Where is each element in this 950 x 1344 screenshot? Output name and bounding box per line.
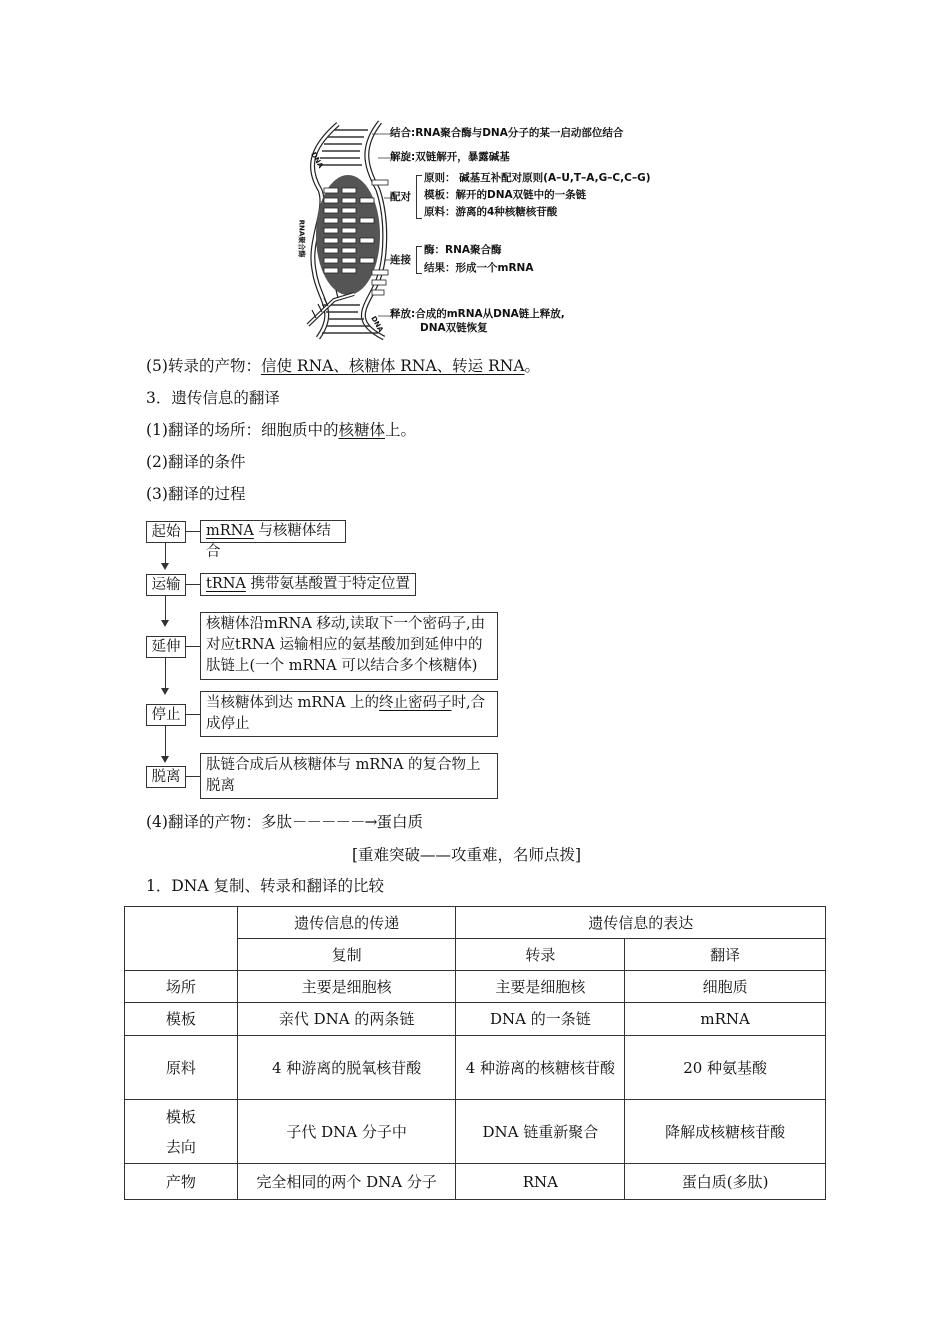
flow-arrow [161,688,169,695]
table-cell: 主要是细胞核 [456,971,625,1003]
comparison-title: 1．DNA 复制、转录和翻译的比较 [146,877,384,895]
flow-desc-elongation: 核糖体沿mRNA 移动,读取下一个密码子,由对应tRNA 运输相应的氨基酸加到延伸中的肽链上(一个 mRNA 可以结合多个核糖体) [200,612,498,680]
annotation-release-1: 释放:合成的mRNA从DNA链上释放, [390,308,565,320]
table-row [125,1164,826,1200]
section-3-title: 3．遗传信息的翻译 [146,389,280,407]
table-cell: mRNA [625,1003,826,1036]
annotation-pair-template: 模板：解开的DNA双链中的一条链 [424,189,587,201]
flow-arrow [161,756,169,763]
table-group-header: 遗传信息的表达 [456,907,826,939]
table-sub-header: 翻译 [625,939,826,971]
flow-arrow [161,563,169,570]
flow-dash [186,646,200,647]
table-sub-header: 复制 [237,939,456,971]
annotation-link-enzyme: 酶：RNA聚合酶 [424,244,502,256]
table-row [125,1100,826,1164]
flow-arrow [161,620,169,627]
flow-dash [186,531,200,532]
comparison-table [124,906,826,1200]
annotation-unwind: 解旋:双链解开，暴露碱基 [390,151,510,163]
label-dna-top: DNA [309,150,325,170]
table-cell: 20 种氨基酸 [625,1036,826,1100]
table-cell: DNA 的一条链 [456,1003,625,1036]
annotation-release-2: DNA双链恢复 [420,322,488,334]
table-group-header: 遗传信息的传递 [237,907,456,939]
table-cell: 4 种游离的核糖核苷酸 [456,1036,625,1100]
translation-place-line: (1)翻译的场所：细胞质中的核糖体上。 [146,421,416,439]
table-cell: 子代 DNA 分子中 [237,1100,456,1164]
flow-step-release: 脱离 [146,766,186,788]
table-sub-header: 转录 [456,939,625,971]
table-corner-cell [125,907,238,971]
transcription-product-value: 信使 RNA、核糖体 RNA、转运 RNA [260,357,525,375]
label-rna-polymerase: RNA聚合酶 [297,219,306,258]
annotation-link-result: 结果：形成一个mRNA [424,262,534,274]
transcription-diagram [298,120,658,342]
table-cell: DNA 链重新聚合 [456,1100,625,1164]
translation-process-line: (3)翻译的过程 [146,485,246,503]
translation-product-line: (4)翻译的产物：多肽－－－－－→蛋白质 [146,813,423,831]
row-label: 产物 [125,1164,238,1200]
flow-connector [165,726,166,756]
flow-desc-start: mRNA 与核糖体结合 [200,520,346,543]
flow-connector [165,543,166,563]
pair-bracket [416,175,422,219]
flow-desc-stop: 当核糖体到达 mRNA 上的终止密码子时,合成停止 [200,691,498,737]
table-row [125,971,826,1003]
table-cell: 完全相同的两个 DNA 分子 [237,1164,456,1200]
section-heading: [重难突破——攻重难，名师点拨] [352,846,582,864]
flow-step-elongation: 延伸 [146,636,186,658]
flow-desc-transport: tRNA 携带氨基酸置于特定位置 [200,573,416,596]
translation-condition-line: (2)翻译的条件 [146,453,246,471]
flow-connector [165,658,166,688]
annotation-bind: 结合:RNA聚合酶与DNA分子的某一启动部位结合 [390,127,624,139]
table-cell: 亲代 DNA 的两条链 [237,1003,456,1036]
annotation-pair-material: 原料：游离的4种核糖核苷酸 [424,206,558,218]
flow-connector [165,596,166,620]
row-label: 场所 [125,971,238,1003]
flow-step-transport: 运输 [146,574,186,596]
table-cell: 细胞质 [625,971,826,1003]
table-row [125,1036,826,1100]
table-cell: RNA [456,1164,625,1200]
flow-step-stop: 停止 [146,704,186,726]
flow-dash [186,714,200,715]
annotation-pair-rule: 原则： 碱基互补配对原则(A–U,T–A,G–C,C–G) [424,172,651,184]
row-label: 原料 [125,1036,238,1100]
flow-step-start: 起始 [146,521,186,543]
label-dna-bottom: DNA [369,314,385,334]
translation-place-value: 核糖体 [338,421,385,439]
row-label: 模板 去向 [125,1100,238,1164]
flow-dash [186,584,200,585]
annotation-pair-label: 配对 [390,191,411,203]
annotation-link-label: 连接 [390,254,411,266]
link-bracket [416,246,422,274]
flow-dash [186,776,200,777]
table-cell: 主要是细胞核 [237,971,456,1003]
row-label: 模板 [125,1003,238,1036]
table-cell: 蛋白质(多肽) [625,1164,826,1200]
table-row [125,1003,826,1036]
transcription-product-line: (5)转录的产物：信使 RNA、核糖体 RNA、转运 RNA。 [146,357,541,375]
table-cell: 降解成核糖核苷酸 [625,1100,826,1164]
flow-desc-release: 肽链合成后从核糖体与 mRNA 的复合物上脱离 [200,753,498,799]
table-cell: 4 种游离的脱氧核苷酸 [237,1036,456,1100]
